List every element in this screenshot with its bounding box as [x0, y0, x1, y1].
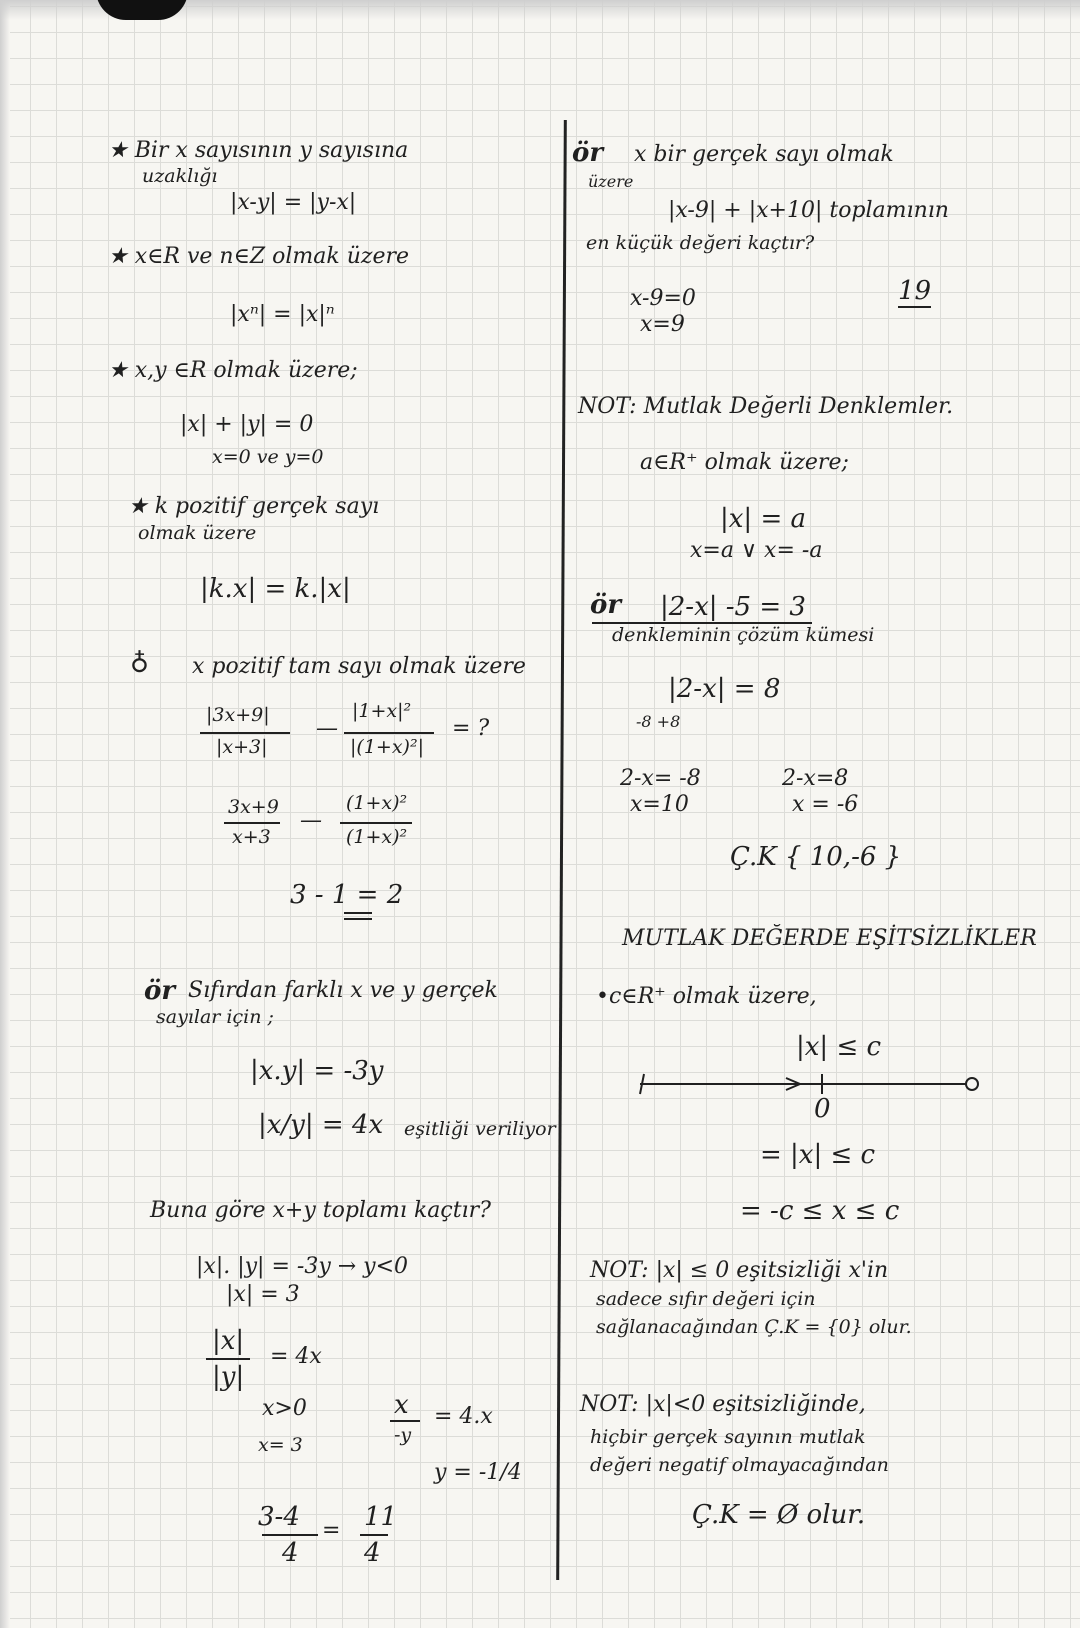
- right-note1-title: NOT: Mutlak Değerli Denklemler.: [578, 394, 954, 419]
- left-ex2-f1: |x.y| = -3y: [250, 1056, 384, 1086]
- left-ex1-den1: |x+3|: [216, 736, 268, 758]
- left-ex1-num2: |1+x|²: [352, 700, 412, 722]
- left-ex2-final-d: 4: [282, 1538, 299, 1568]
- left-formula-4: |k.x| = k.|x|: [200, 574, 351, 604]
- right-ex1-s1: x-9=0: [630, 286, 696, 311]
- left-ex2-f2b: eşitliği veriliyor: [404, 1118, 556, 1140]
- left-ex1-den4: (1+x)²: [346, 826, 408, 848]
- left-line-2: uzaklığı: [142, 165, 218, 187]
- right-ex1-label: ör: [572, 138, 604, 168]
- right-note3-l3: değeri negatif olmayacağından: [590, 1454, 889, 1476]
- left-ex1-result: 3 - 1 = 2: [290, 880, 404, 910]
- left-ex2-s5: x= 3: [258, 1434, 303, 1456]
- right-ex2-c2a: 2-x=8: [782, 766, 849, 791]
- right-note2-l3: sağlanacağından Ç.K = {0} olur.: [596, 1316, 912, 1338]
- right-ex1-text1: x bir gerçek sayı olmak: [634, 142, 894, 167]
- left-ex2-final-eq: =: [322, 1518, 341, 1543]
- left-ex1-den2: |(1+x)²|: [350, 736, 424, 758]
- right-ex2-eq: |2-x| -5 = 3: [660, 592, 806, 622]
- left-ex2-s3r: = 4x: [270, 1344, 322, 1369]
- left-ex1-num1: |3x+9|: [206, 704, 270, 726]
- right-ex1-f1: |x-9| + |x+10| toplamının: [668, 198, 949, 223]
- left-ex2-frac-d: -y: [394, 1424, 412, 1446]
- right-ex1-text3: en küçük değeri kaçtır?: [586, 232, 815, 254]
- right-sec-cond: •c∈R⁺ olmak üzere,: [596, 984, 817, 1009]
- right-note1-f2: x=a ∨ x= -a: [690, 538, 823, 563]
- left-ex1-num4: (1+x)²: [346, 792, 408, 814]
- left-line-4: ★ x,y ∈R olmak üzere;: [108, 358, 358, 383]
- left-ex1-num3: 3x+9: [228, 796, 279, 818]
- left-formula-3b: x=0 ve y=0: [212, 446, 324, 468]
- right-ex2-f1: |2-x| = 8: [668, 674, 781, 704]
- right-ex1-text2: üzere: [588, 172, 634, 191]
- left-ex2-s2: |x| = 3: [226, 1282, 300, 1307]
- number-line-zero: 0: [814, 1094, 831, 1124]
- right-note1-cond: a∈R⁺ olmak üzere;: [640, 450, 849, 475]
- left-ex2-frac-n: x: [394, 1390, 409, 1420]
- right-note3-l4: Ç.K = Ø olur.: [692, 1500, 866, 1530]
- left-line-1: ★ Bir x sayısının y sayısına: [108, 138, 409, 163]
- right-sec-f3: = -c ≤ x ≤ c: [740, 1196, 900, 1226]
- right-note2-l2: sadece sıfır değeri için: [596, 1288, 816, 1310]
- left-ex2-text2: sayılar için ;: [156, 1006, 274, 1028]
- left-formula-2: |xⁿ| = |x|ⁿ: [230, 302, 335, 327]
- left-ex2-s3n: |x|: [212, 1326, 245, 1356]
- left-ex2-s1: |x|. |y| = -3y → y<0: [196, 1254, 409, 1279]
- right-note1-f1: |x| = a: [720, 504, 806, 534]
- left-ex1-eq: = ?: [452, 716, 490, 741]
- example-icon: ♁: [130, 646, 150, 676]
- left-ex2-label: ör: [144, 976, 176, 1006]
- left-ex1-minus2: —: [300, 808, 322, 833]
- right-ex1-s2: x=9: [640, 312, 685, 337]
- right-ex2-q: denkleminin çözüm kümesi: [612, 624, 875, 646]
- left-line-6: olmak üzere: [138, 522, 257, 544]
- left-ex1-den3: x+3: [232, 826, 271, 848]
- left-ex2-f2a: |x/y| = 4x: [258, 1110, 384, 1140]
- right-sec-f1: |x| ≤ c: [796, 1032, 882, 1062]
- left-ex1-minus: —: [316, 716, 338, 741]
- left-ex2-frac-r: = 4.x: [434, 1404, 493, 1429]
- right-ex1-answer: 19: [898, 276, 932, 306]
- left-formula-1: |x-y| = |y-x|: [230, 190, 357, 215]
- right-ex2-c2b: x = -6: [792, 792, 859, 817]
- right-ex2-c1a: 2-x= -8: [620, 766, 701, 791]
- left-ex2-final2-d: 4: [364, 1538, 381, 1568]
- left-formula-3: |x| + |y| = 0: [180, 412, 314, 437]
- left-line-3: ★ x∈R ve n∈Z olmak üzere: [108, 244, 410, 269]
- right-section-title: MUTLAK DEĞERDE EŞİTSİZLİKLER: [622, 926, 1037, 951]
- right-note2-l1: NOT: |x| ≤ 0 eşitsizliği x'in: [590, 1258, 889, 1283]
- left-line-5: ★ k pozitif gerçek sayı: [128, 494, 380, 519]
- left-ex2-s6: y = -1/4: [434, 1460, 522, 1485]
- right-note3-l1: NOT: |x|<0 eşitsizliğinde,: [580, 1392, 866, 1417]
- right-sec-f2: = |x| ≤ c: [760, 1140, 876, 1170]
- left-ex2-q: Buna göre x+y toplamı kaçtır?: [150, 1198, 491, 1223]
- right-ex2-label: ör: [590, 590, 622, 620]
- left-ex2-final2-n: 11: [364, 1502, 398, 1532]
- left-ex1-text: x pozitif tam sayı olmak üzere: [192, 654, 526, 679]
- right-ex2-branch: -8 +8: [636, 712, 681, 731]
- left-ex2-final-n: 3-4: [258, 1502, 300, 1532]
- left-ex2-text1: Sıfırdan farklı x ve y gerçek: [188, 978, 498, 1003]
- right-note3-l2: hiçbir gerçek sayının mutlak: [590, 1426, 866, 1448]
- right-ex2-answer: Ç.K { 10,-6 }: [730, 842, 902, 872]
- left-ex2-s3d: |y|: [212, 1362, 245, 1392]
- right-ex2-c1b: x=10: [630, 792, 689, 817]
- left-ex2-s4: x>0: [262, 1396, 307, 1421]
